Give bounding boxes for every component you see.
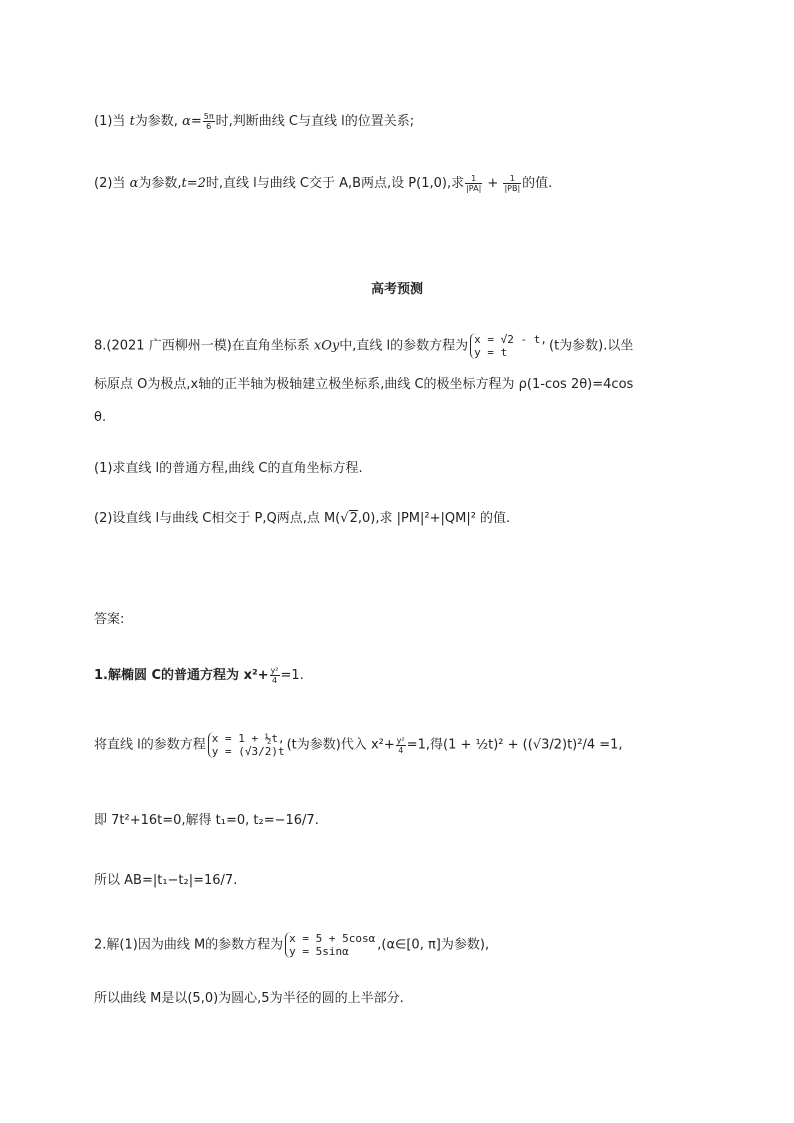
a1-line2-eq: =1,得 xyxy=(406,737,444,753)
var-t: t xyxy=(129,114,135,129)
a1-line3: 即 7t²+16t=0,解得 t₁=0, t₂=−16/7. xyxy=(94,813,319,828)
q7-part2 xyxy=(94,174,552,193)
frac-den: 4 xyxy=(398,745,404,755)
param-eq-system xyxy=(285,932,375,958)
q8-part1: (1)求直线 l的普通方程,曲线 C的直角坐标方程. xyxy=(94,461,363,476)
section-heading: 高考预测 xyxy=(370,282,423,297)
var-alpha: α xyxy=(129,176,139,191)
q8-line1-mid: 中,直线 l的参数方程为 xyxy=(339,338,469,354)
a1-line2-prefix: 将直线 l的参数方程 xyxy=(94,737,206,753)
answers-label: 答案: xyxy=(94,612,125,627)
fraction-1-pb xyxy=(503,174,521,193)
param-eq-system xyxy=(470,333,547,359)
a2-line1-prefix: 2.解(1)因为曲线 M的参数方程为 xyxy=(94,937,284,953)
eq-y: y = t xyxy=(474,346,508,359)
eq-x: x = 1 + ½t, xyxy=(211,732,285,745)
frac-den: 6 xyxy=(206,122,212,131)
q8-line1-prefix: 8.(2021 广西柳州一模)在直角坐标系 xyxy=(94,338,310,354)
sqrt-sign: √ xyxy=(340,511,349,526)
xoy-label: xOy xyxy=(313,338,340,354)
frac-num: y² xyxy=(270,666,279,675)
eq-y: y = (√3/2)t xyxy=(211,745,285,758)
frac-den: |PA| xyxy=(466,184,482,193)
q7-part2-mid: 为参数, xyxy=(138,176,182,191)
frac-den: |PB| xyxy=(504,184,521,193)
q7-part2-prefix: (2)当 xyxy=(94,176,126,191)
q8-part2-prefix: (2)设直线 l与曲线 C相交于 P,Q两点,点 M( xyxy=(94,511,341,526)
a1-line1-suffix: =1. xyxy=(280,668,304,683)
eq-y: y = 5sinα xyxy=(289,945,349,958)
frac-den: 4 xyxy=(271,676,278,685)
q7-part2-suffix: 的值. xyxy=(522,176,553,191)
plus-sign: + xyxy=(487,176,499,191)
a1-line2 xyxy=(94,732,623,758)
var-alpha: α xyxy=(182,114,191,129)
q8-line1 xyxy=(94,333,633,359)
t-equals-2: t=2 xyxy=(181,176,206,191)
eq-x: x = √2 - t, xyxy=(474,333,547,346)
sqrt-value: 2 xyxy=(349,511,358,526)
q8-part2-suffix: ,0),求 |PM|²+|QM|² 的值. xyxy=(357,511,511,526)
a1-line1-prefix: 1.解椭圆 C的普通方程为 x²+ xyxy=(94,668,269,683)
a1-line1 xyxy=(94,666,304,685)
frac-num: 5π xyxy=(203,112,214,121)
a1-line2-mid: (t为参数)代入 x²+ xyxy=(286,737,395,753)
frac-num: 1 xyxy=(503,174,521,184)
a1-line4: 所以 AB=|t₁−t₂|=16/7. xyxy=(94,873,238,888)
q8-line1-suffix: (t为参数).以坐 xyxy=(549,338,634,354)
q7-part1-suffix: 时,判断曲线 C与直线 l的位置关系; xyxy=(215,114,415,129)
fraction-y2-4 xyxy=(270,666,280,685)
frac-num: y² xyxy=(396,735,405,745)
q8-part2 xyxy=(94,510,510,528)
a2-line1 xyxy=(94,932,489,958)
param-eq-system xyxy=(208,732,285,758)
fraction-5pi-6 xyxy=(203,112,215,131)
q7-part1 xyxy=(94,112,414,131)
frac-num: 1 xyxy=(465,174,482,184)
fraction-1-pa xyxy=(465,174,482,193)
a1-line2-expr: (1 + ½t)² + ((√3/2)t)²/4 =1, xyxy=(443,737,623,753)
equals-sign: = xyxy=(190,114,202,129)
q7-part1-mid: 为参数, xyxy=(134,114,178,129)
fraction-y2-4 xyxy=(396,736,406,755)
q8-line3: θ. xyxy=(94,410,107,425)
q8-line2: 标原点 O为极点,x轴的正半轴为极轴建立极坐标系,曲线 C的极坐标方程为 ρ(1-cos 2θ)=4cos xyxy=(94,377,634,392)
a2-line1-suffix: ,(α∈[0, π]为参数), xyxy=(377,937,490,953)
a2-line2: 所以曲线 M是以(5,0)为圆心,5为半径的圆的上半部分. xyxy=(94,991,404,1006)
q7-part1-prefix: (1)当 xyxy=(94,114,126,129)
q7-part2-text: 时,直线 l与曲线 C交于 A,B两点,设 P(1,0),求 xyxy=(205,176,465,191)
eq-x: x = 5 + 5cosα xyxy=(289,932,376,945)
